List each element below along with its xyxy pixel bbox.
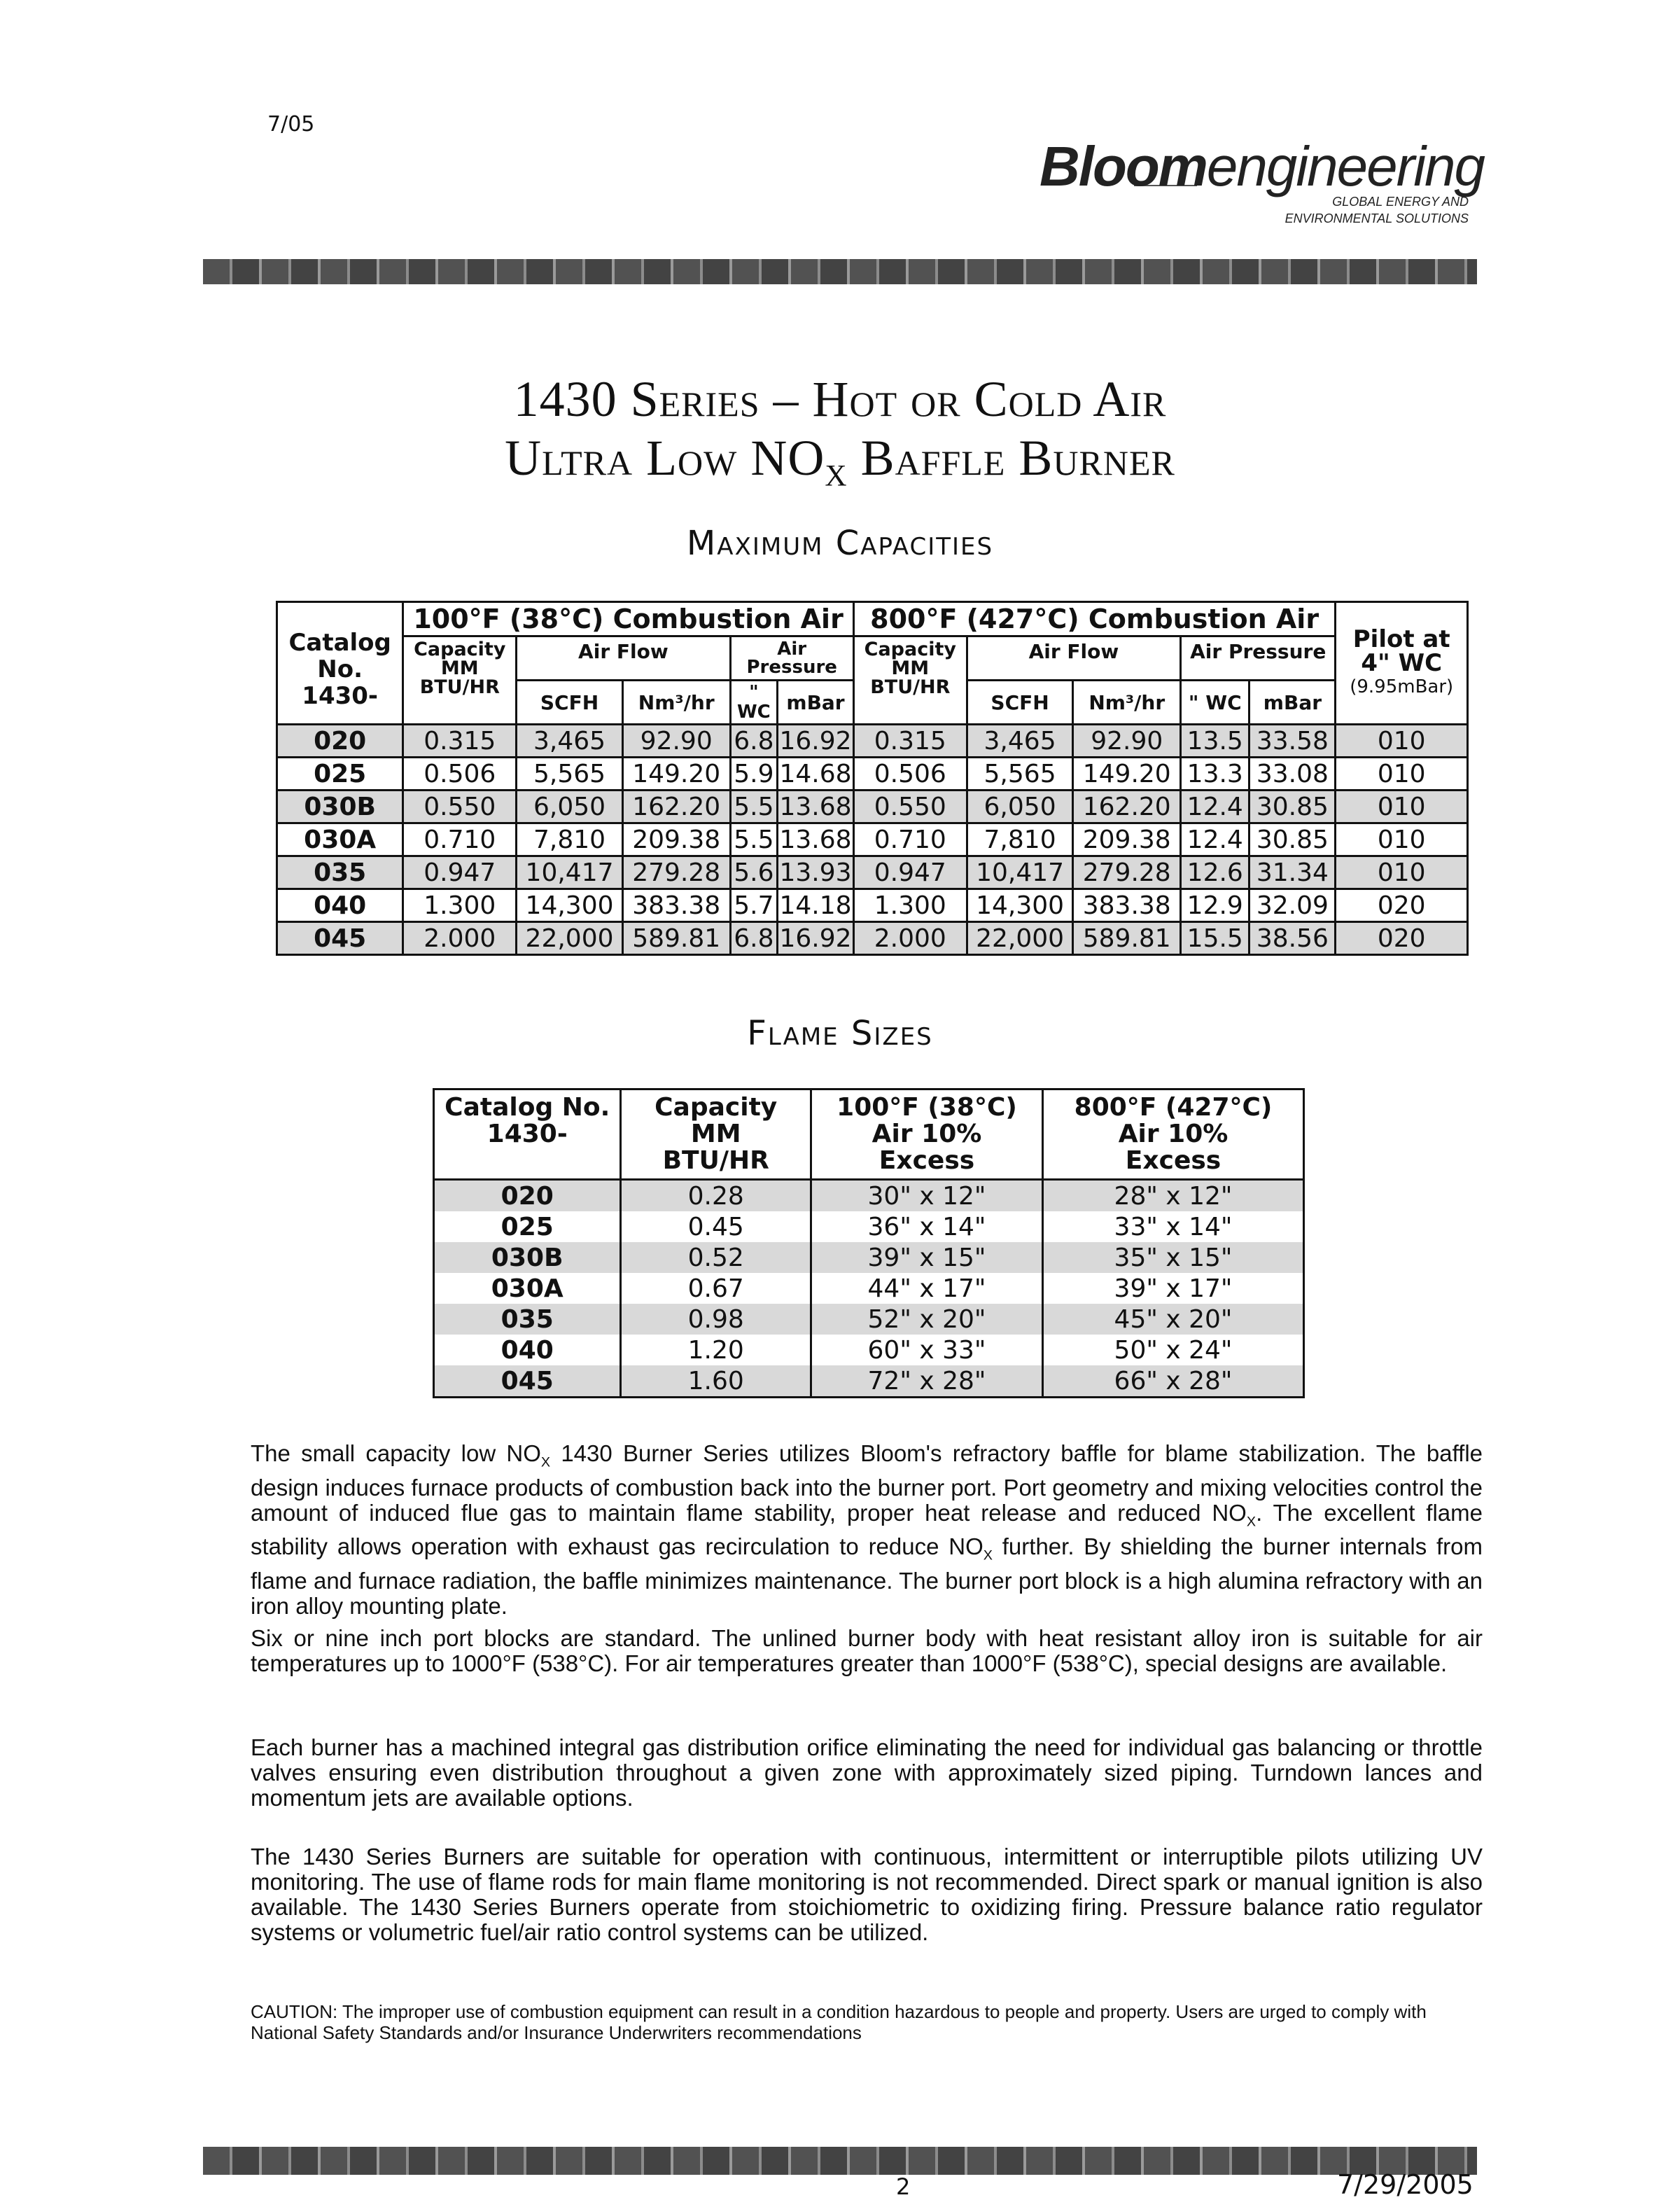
logo-name: Bloomengineering xyxy=(1040,135,1484,197)
pilot-header: Pilot at 4" WC (9.95mBar) xyxy=(1336,602,1468,725)
cell-mb2: 30.85 xyxy=(1250,791,1336,823)
cell-cap1: 0.550 xyxy=(403,791,517,823)
flame-cell-f100: 39" x 15" xyxy=(811,1242,1042,1273)
cell-mb2: 30.85 xyxy=(1250,823,1336,856)
cell-pilot: 010 xyxy=(1336,791,1468,823)
cell-pilot: 010 xyxy=(1336,725,1468,758)
air-flow-header-800: Air Flow xyxy=(967,636,1180,681)
cell-scfh1: 5,565 xyxy=(517,758,623,791)
cell-cap1: 0.506 xyxy=(403,758,517,791)
flame-cell-f100: 72" x 28" xyxy=(811,1365,1042,1398)
paragraph-gas-distribution: Each burner has a machined integral gas distribution orifice eliminating the need for individual gas balancing or throttle valves ensuring even distribution throughout a given zone with approximately sized piping. Turndown lances and momentum jets are available options. xyxy=(251,1734,1483,1811)
flame-sizes-heading: Flame Sizes xyxy=(747,1014,933,1053)
cell-cap1: 1.300 xyxy=(403,889,517,922)
cell-cat: 030A xyxy=(277,823,403,856)
cell-nm2: 209.38 xyxy=(1073,823,1181,856)
flame-cell-cat: 045 xyxy=(434,1365,621,1398)
wc-header-100: " WC xyxy=(730,681,778,725)
paragraph-port-blocks: Six or nine inch port blocks are standard. The unlined burner body with heat resistant alloy iron is suitable for air temperatures up to 1000°F (538°C). For air temperatures greater than 1000°F (538°C), special designs are available. xyxy=(251,1625,1483,1676)
flame-sizes-table xyxy=(433,1088,1305,1398)
cell-cat: 020 xyxy=(277,725,403,758)
caution-note: CAUTION: The improper use of combustion equipment can result in a condition hazardous to people and property. Users are urged to comply with National Safety Standards and/or Insurance Underwriters recommendations xyxy=(251,2001,1427,2043)
capacities-row xyxy=(277,856,1468,889)
cell-mb1: 14.68 xyxy=(778,758,854,791)
cell-mb1: 16.92 xyxy=(778,725,854,758)
flame-cell-f800: 45" x 20" xyxy=(1043,1304,1304,1335)
cell-mb2: 32.09 xyxy=(1250,889,1336,922)
cell-wc1: 6.8 xyxy=(730,922,778,955)
capacities-row xyxy=(277,758,1468,791)
cell-nm2: 149.20 xyxy=(1073,758,1181,791)
page-title xyxy=(0,370,1680,506)
cell-cap2: 1.300 xyxy=(853,889,967,922)
flame-cell-f100: 30" x 12" xyxy=(811,1180,1042,1212)
company-logo xyxy=(1040,134,1484,246)
cell-nm2: 589.81 xyxy=(1073,922,1181,955)
group-800f-header: 800°F (427°C) Combustion Air xyxy=(853,602,1336,636)
cell-nm2: 92.90 xyxy=(1073,725,1181,758)
cell-scfh1: 22,000 xyxy=(517,922,623,955)
flame-cell-f100: 44" x 17" xyxy=(811,1273,1042,1304)
title-line-2: Ultra Low $NO_X$ Baffle Burner xyxy=(505,430,1175,493)
flame-cell-cat: 040 xyxy=(434,1335,621,1365)
paragraph-baffle-description: The small capacity low $NO_X$ 1430 Burner Series utilizes Bloom's refractory baffle for blame stabilization. The baffle design induces furnace products of combustion back into the burner port. Port geometry and mixing velocities control the amount of induced flue gas to maintain flame stability, proper heat release and reduced $NO_X$. The excellent flame stability allows operation with exhaust gas recirculation to reduce $NO_X$ further. By shielding the burner internals from flame and furnace radiation, the baffle minimizes maintenance. The burner port block is a high alumina refractory with an iron alloy mounting plate. xyxy=(251,1440,1483,1619)
mbar-header-100: mBar xyxy=(778,681,854,725)
cell-wc2: 12.4 xyxy=(1181,823,1250,856)
cell-mb2: 31.34 xyxy=(1250,856,1336,889)
capacities-heading: Maximum Capacities xyxy=(686,524,994,563)
cell-cat: 045 xyxy=(277,922,403,955)
cell-cap2: 0.710 xyxy=(853,823,967,856)
cell-cap2: 0.947 xyxy=(853,856,967,889)
capacities-row xyxy=(277,922,1468,955)
cell-wc1: 6.8 xyxy=(730,725,778,758)
cell-scfh2: 3,465 xyxy=(967,725,1073,758)
flame-cell-cat: 030A xyxy=(434,1273,621,1304)
cell-cat: 025 xyxy=(277,758,403,791)
decorative-band-top xyxy=(203,259,1477,284)
flame-catalog-header: Catalog No. 1430- xyxy=(434,1089,621,1180)
flame-capacity-header: Capacity MM BTU/HR xyxy=(621,1089,811,1180)
flame-cell-cap: 0.67 xyxy=(621,1273,811,1304)
cell-pilot: 010 xyxy=(1336,758,1468,791)
cell-nm1: 162.20 xyxy=(622,791,730,823)
flame-cell-cap: 1.60 xyxy=(621,1365,811,1398)
paragraph-pilots: The 1430 Series Burners are suitable for operation with continuous, intermittent or interruptible pilots utilizing UV monitoring. The use of flame rods for main flame monitoring is not recommended. Direct spark or manual ignition is also available. The 1430 Series Burners operate from stoichiometric to oxidizing firing. Pressure balance ratio regulator systems or volumetric fuel/air ratio control systems can be utilized. xyxy=(251,1844,1483,1945)
cell-scfh2: 6,050 xyxy=(967,791,1073,823)
flame-cell-f100: 36" x 14" xyxy=(811,1211,1042,1242)
cell-pilot: 010 xyxy=(1336,823,1468,856)
cell-wc2: 12.6 xyxy=(1181,856,1250,889)
flame-row xyxy=(434,1365,1304,1398)
flame-cell-f100: 52" x 20" xyxy=(811,1304,1042,1335)
cell-cap1: 0.710 xyxy=(403,823,517,856)
cell-scfh2: 22,000 xyxy=(967,922,1073,955)
nm3-header-100: Nm³/hr xyxy=(622,681,730,725)
cell-nm2: 162.20 xyxy=(1073,791,1181,823)
cell-wc1: 5.5 xyxy=(730,791,778,823)
flame-cell-f800: 50" x 24" xyxy=(1043,1335,1304,1365)
cell-cap2: 2.000 xyxy=(853,922,967,955)
cell-mb2: 33.58 xyxy=(1250,725,1336,758)
cell-wc2: 12.4 xyxy=(1181,791,1250,823)
cell-mb1: 13.68 xyxy=(778,823,854,856)
cell-scfh2: 5,565 xyxy=(967,758,1073,791)
cell-wc2: 13.5 xyxy=(1181,725,1250,758)
cell-pilot: 020 xyxy=(1336,922,1468,955)
air-flow-header-100: Air Flow xyxy=(517,636,730,681)
flame-cell-cat: 025 xyxy=(434,1211,621,1242)
cell-wc2: 12.9 xyxy=(1181,889,1250,922)
flame-cell-cap: 0.98 xyxy=(621,1304,811,1335)
cell-mb1: 13.93 xyxy=(778,856,854,889)
flame-cell-cat: 035 xyxy=(434,1304,621,1335)
group-100f-header: 100°F (38°C) Combustion Air xyxy=(403,602,854,636)
flame-cell-cat: 020 xyxy=(434,1180,621,1212)
cell-scfh2: 14,300 xyxy=(967,889,1073,922)
capacity-header-800: Capacity MM BTU/HR xyxy=(853,636,967,725)
flame-800f-header: 800°F (427°C) Air 10% Excess xyxy=(1043,1089,1304,1180)
cell-wc2: 15.5 xyxy=(1181,922,1250,955)
cell-scfh1: 14,300 xyxy=(517,889,623,922)
flame-cell-f800: 66" x 28" xyxy=(1043,1365,1304,1398)
cell-mb2: 38.56 xyxy=(1250,922,1336,955)
cell-cap2: 0.550 xyxy=(853,791,967,823)
cell-pilot: 010 xyxy=(1336,856,1468,889)
flame-row xyxy=(434,1335,1304,1365)
flame-row xyxy=(434,1304,1304,1335)
cell-mb1: 13.68 xyxy=(778,791,854,823)
cell-mb1: 14.18 xyxy=(778,889,854,922)
cell-wc2: 13.3 xyxy=(1181,758,1250,791)
cell-cap2: 0.506 xyxy=(853,758,967,791)
cell-wc1: 5.7 xyxy=(730,889,778,922)
cell-nm1: 383.38 xyxy=(622,889,730,922)
flame-row xyxy=(434,1211,1304,1242)
capacities-row xyxy=(277,889,1468,922)
flame-cell-f800: 33" x 14" xyxy=(1043,1211,1304,1242)
footer-date: 7/29/2005 xyxy=(1337,2169,1474,2200)
cell-mb2: 33.08 xyxy=(1250,758,1336,791)
cell-nm1: 149.20 xyxy=(622,758,730,791)
wc-header-800: " WC xyxy=(1181,681,1250,725)
scfh-header-100: SCFH xyxy=(517,681,623,725)
mbar-header-800: mBar xyxy=(1250,681,1336,725)
cell-pilot: 020 xyxy=(1336,889,1468,922)
flame-cell-f100: 60" x 33" xyxy=(811,1335,1042,1365)
title-line-1: 1430 Series – Hot or Cold Air xyxy=(513,371,1167,427)
decorative-band-bottom xyxy=(203,2147,1477,2175)
flame-row xyxy=(434,1180,1304,1212)
flame-cell-f800: 35" x 15" xyxy=(1043,1242,1304,1273)
cell-scfh1: 6,050 xyxy=(517,791,623,823)
capacities-row xyxy=(277,791,1468,823)
cell-cap1: 2.000 xyxy=(403,922,517,955)
flame-cell-cap: 1.20 xyxy=(621,1335,811,1365)
flame-cell-cap: 0.52 xyxy=(621,1242,811,1273)
cell-nm1: 209.38 xyxy=(622,823,730,856)
cell-cat: 040 xyxy=(277,889,403,922)
cell-nm1: 279.28 xyxy=(622,856,730,889)
logo-tagline-2: ENVIRONMENTAL SOLUTIONS xyxy=(1284,211,1469,225)
flame-100f-header: 100°F (38°C) Air 10% Excess xyxy=(811,1089,1042,1180)
capacities-row xyxy=(277,823,1468,856)
scfh-header-800: SCFH xyxy=(967,681,1073,725)
cell-scfh2: 10,417 xyxy=(967,856,1073,889)
capacity-header-100: Capacity MM BTU/HR xyxy=(403,636,517,725)
capacities-row xyxy=(277,725,1468,758)
logo-tagline-1: GLOBAL ENERGY AND xyxy=(1332,195,1469,209)
flame-row xyxy=(434,1273,1304,1304)
flame-cell-cat: 030B xyxy=(434,1242,621,1273)
air-pressure-header-800: Air Pressure xyxy=(1181,636,1336,681)
cell-cat: 035 xyxy=(277,856,403,889)
cell-scfh1: 10,417 xyxy=(517,856,623,889)
cell-nm2: 383.38 xyxy=(1073,889,1181,922)
cell-wc1: 5.5 xyxy=(730,823,778,856)
nm3-header-800: Nm³/hr xyxy=(1073,681,1181,725)
flame-cell-f800: 39" x 17" xyxy=(1043,1273,1304,1304)
cell-scfh1: 7,810 xyxy=(517,823,623,856)
cell-mb1: 16.92 xyxy=(778,922,854,955)
header-date: 7/05 xyxy=(267,112,315,137)
cell-nm1: 589.81 xyxy=(622,922,730,955)
cell-wc1: 5.9 xyxy=(730,758,778,791)
cell-scfh1: 3,465 xyxy=(517,725,623,758)
flame-cell-cap: 0.45 xyxy=(621,1211,811,1242)
capacities-table xyxy=(276,601,1469,956)
catalog-header: Catalog No. 1430- xyxy=(277,602,403,725)
cell-cat: 030B xyxy=(277,791,403,823)
cell-wc1: 5.6 xyxy=(730,856,778,889)
cell-cap1: 0.947 xyxy=(403,856,517,889)
cell-cap2: 0.315 xyxy=(853,725,967,758)
cell-scfh2: 7,810 xyxy=(967,823,1073,856)
flame-cell-f800: 28" x 12" xyxy=(1043,1180,1304,1212)
cell-nm2: 279.28 xyxy=(1073,856,1181,889)
flame-row xyxy=(434,1242,1304,1273)
cell-nm1: 92.90 xyxy=(622,725,730,758)
flame-cell-cap: 0.28 xyxy=(621,1180,811,1212)
air-pressure-header-100: Air Pressure xyxy=(730,636,853,681)
cell-cap1: 0.315 xyxy=(403,725,517,758)
page-number: 2 xyxy=(896,2173,911,2200)
